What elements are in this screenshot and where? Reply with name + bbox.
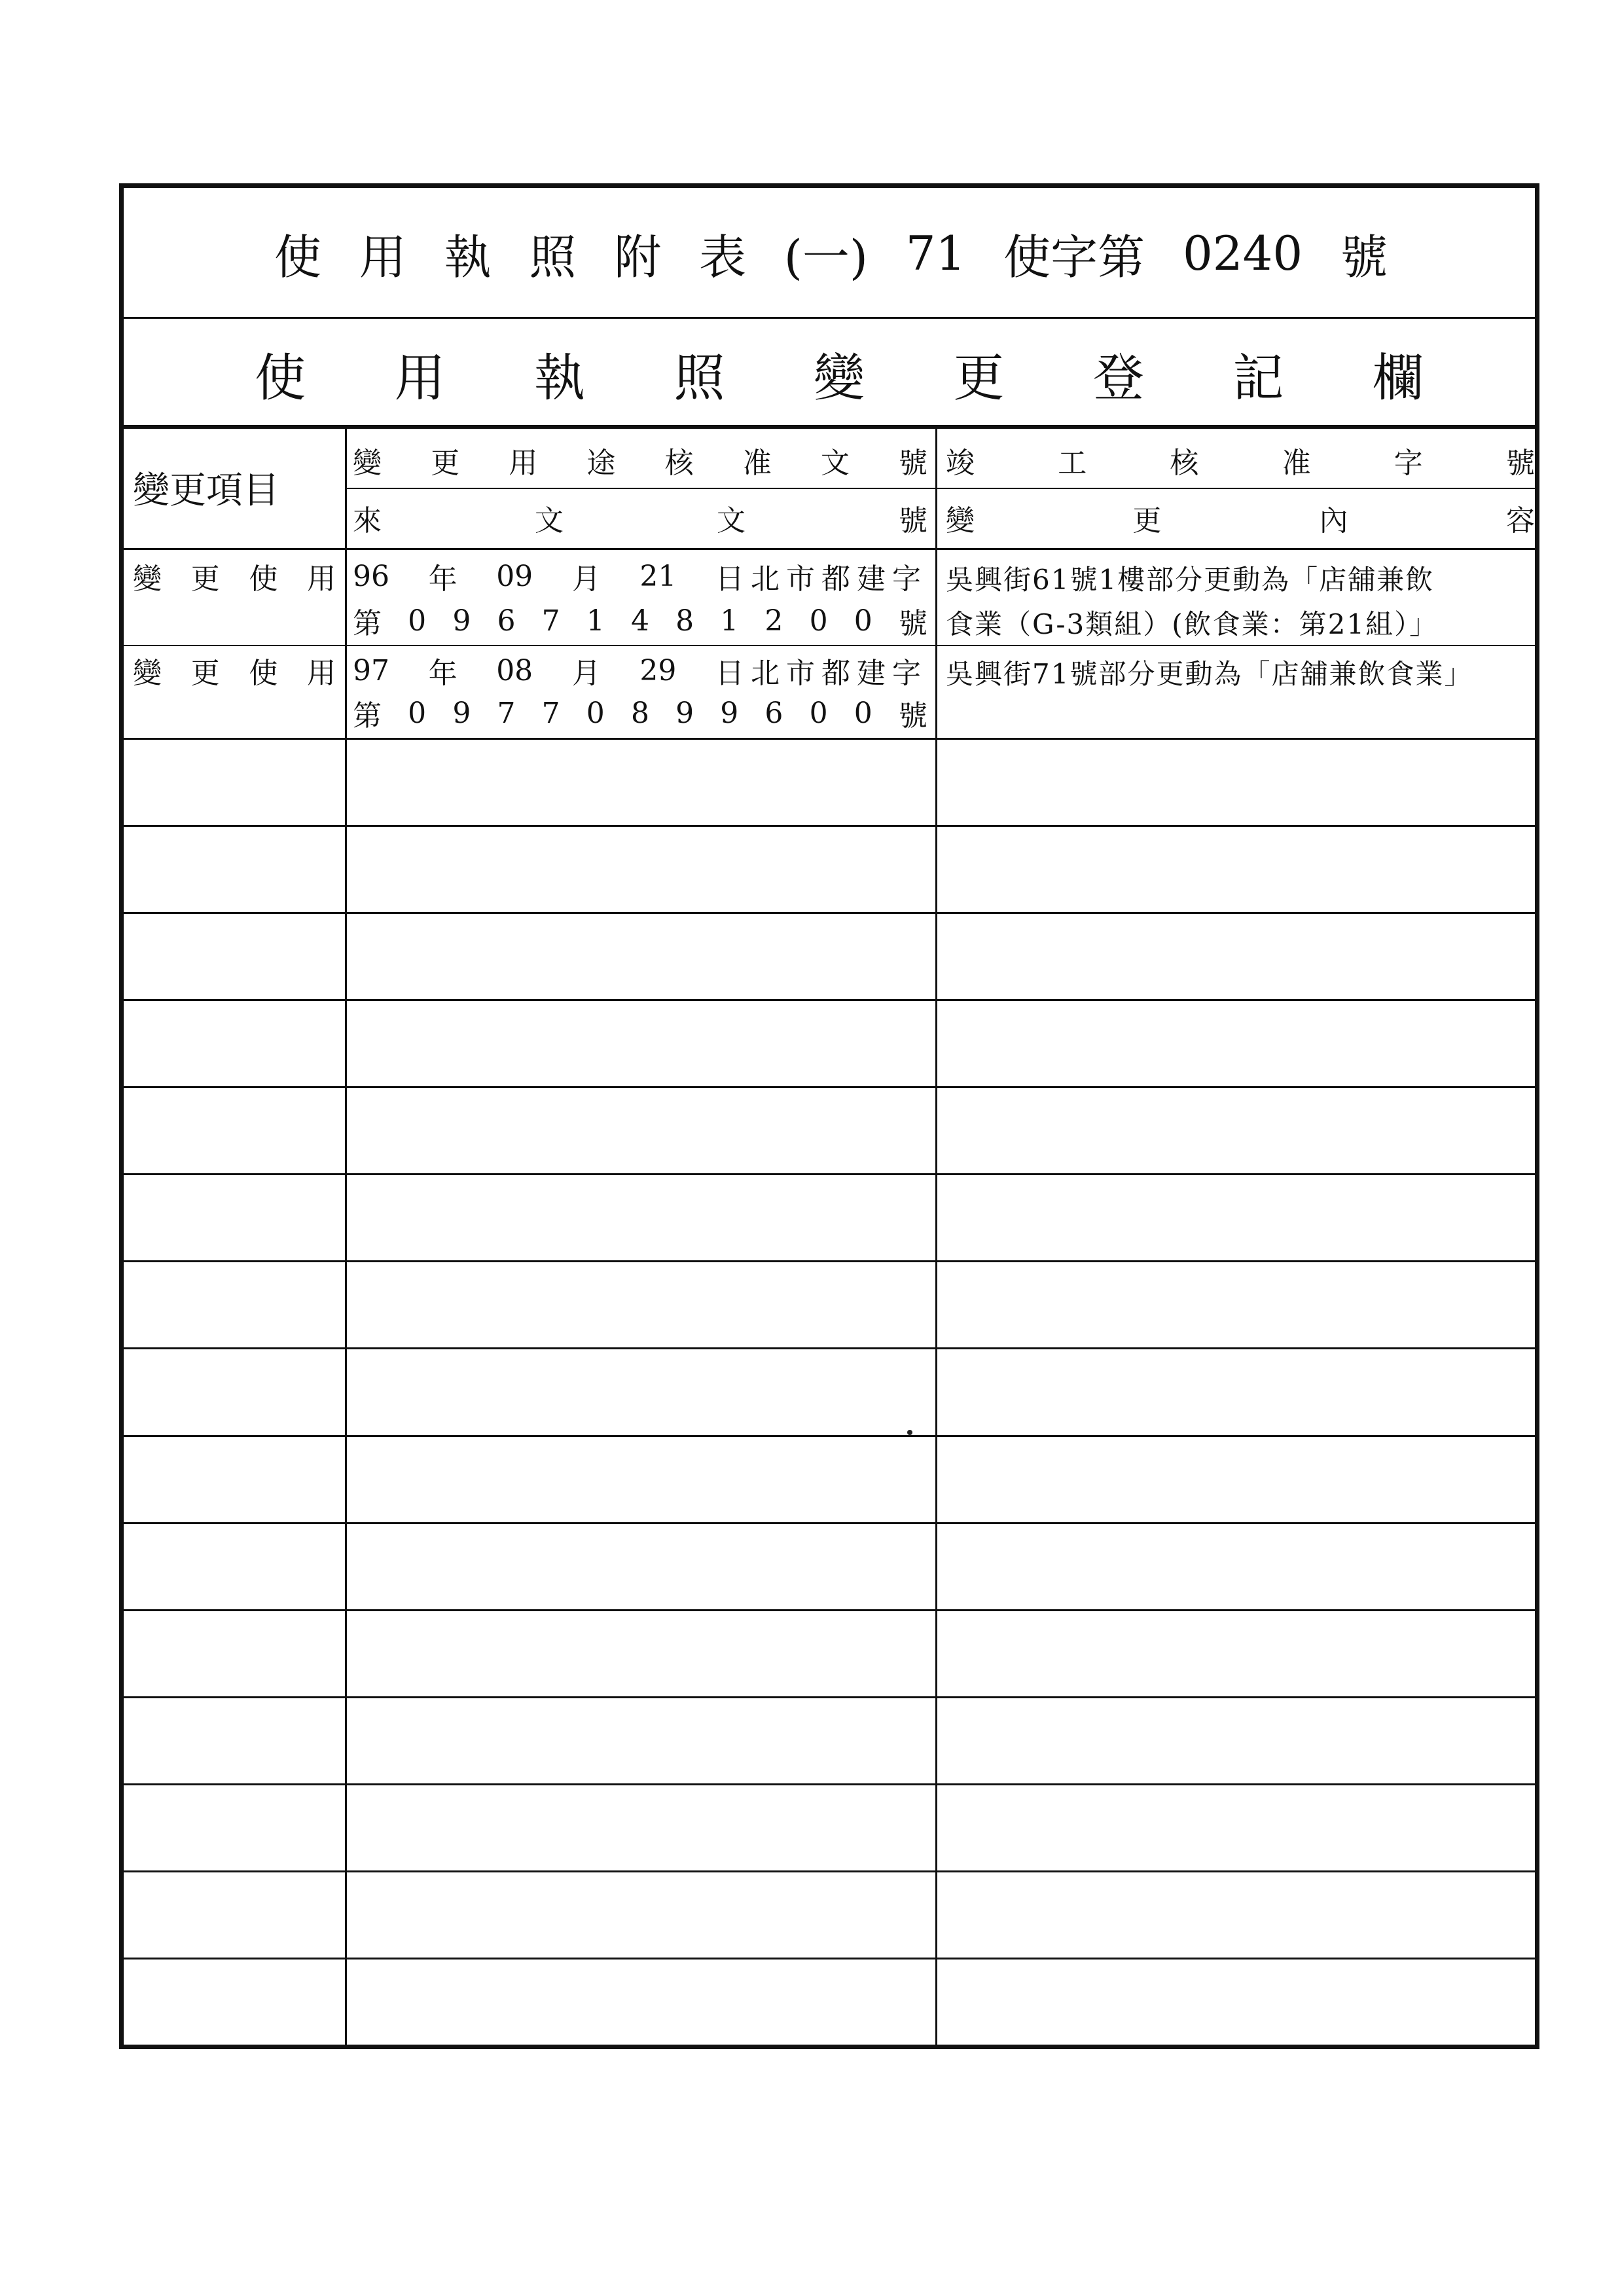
row-1-content-line-2: 食業（G-3類組）(飲食業：第21組）」 [946, 608, 1439, 640]
subtitle-char: 執 [533, 349, 585, 408]
header-approval-number: 變 更 用 途 核 准 文 號 [353, 446, 927, 480]
empty-row-divider [124, 1609, 1535, 1611]
title-char: 附 [614, 230, 662, 285]
row-1-doc-line-2: 第 0 9 6 7 1 4 8 1 2 0 0 號 [353, 604, 927, 640]
subtitle-char: 用 [394, 349, 446, 408]
header-incoming-document-number: 來 文 文 號 [353, 504, 927, 538]
row-1-item: 變 更 使 用 [133, 562, 336, 596]
empty-row-divider [124, 1347, 1535, 1349]
empty-row-divider [124, 1958, 1535, 1959]
form-subtitle [255, 319, 1424, 429]
title-char: 用 [359, 230, 406, 285]
title-char: 執 [444, 230, 492, 285]
header-change-content: 變 更 內 容 [946, 504, 1535, 538]
title-char: 使 [274, 230, 322, 285]
subtitle-char: 記 [1232, 349, 1284, 408]
title-char: (一) [783, 230, 868, 285]
title-char: 使字第 [1003, 230, 1145, 285]
subtitle-char: 登 [1092, 349, 1144, 408]
license-number: 0240 [1182, 226, 1303, 281]
title-char: 照 [529, 230, 577, 285]
row-2-item: 變 更 使 用 [133, 657, 336, 690]
subtitle-char: 更 [953, 349, 1005, 408]
row-2-content-line-1: 吳興街71號部分更動為「店舖兼飲食業」 [946, 658, 1473, 690]
row-divider [124, 738, 1535, 740]
empty-row-divider [124, 1435, 1535, 1437]
header-split-line [345, 488, 1535, 489]
empty-row-divider [124, 1870, 1535, 1872]
row-1-doc-line-1: 96 年 09 月 21 日北市都建字 [353, 559, 927, 596]
row-divider [124, 645, 1535, 646]
subtitle-char: 欄 [1372, 349, 1424, 408]
subtitle-char: 變 [813, 349, 865, 408]
form-title [274, 188, 1388, 319]
header-completion-approval-number: 竣 工 核 准 字 號 [946, 446, 1535, 480]
form-subtitle-row [124, 319, 1535, 429]
row-2-doc-line-2: 第 0 9 7 7 0 8 9 9 6 0 0 號 [353, 696, 927, 733]
empty-row-divider [124, 1086, 1535, 1088]
row-2-doc-line-1: 97 年 08 月 29 日北市都建字 [353, 653, 927, 690]
empty-row-divider [124, 1173, 1535, 1175]
subtitle-char: 照 [674, 349, 725, 408]
license-form [119, 183, 1539, 2049]
title-char: 號 [1340, 230, 1388, 285]
empty-row-divider [124, 1696, 1535, 1698]
change-register-table [124, 429, 1535, 2045]
empty-row-divider [124, 825, 1535, 827]
column-divider [345, 429, 347, 2045]
empty-row-divider [124, 999, 1535, 1001]
scan-speck [907, 1430, 912, 1435]
empty-row-divider [124, 1522, 1535, 1524]
row-1-content-line-1: 吳興街61號1樓部分更動為「店舖兼飲 [946, 564, 1435, 596]
header-bottom-line [124, 548, 1535, 550]
header-change-item: 變更項目 [133, 469, 279, 512]
column-divider [935, 429, 937, 2045]
subtitle-char: 使 [255, 349, 306, 408]
license-number-prefix: 71 [905, 226, 966, 281]
empty-row-divider [124, 912, 1535, 914]
form-title-row [124, 188, 1535, 319]
empty-row-divider [124, 1260, 1535, 1262]
title-char: 表 [698, 230, 746, 285]
empty-row-divider [124, 1783, 1535, 1785]
